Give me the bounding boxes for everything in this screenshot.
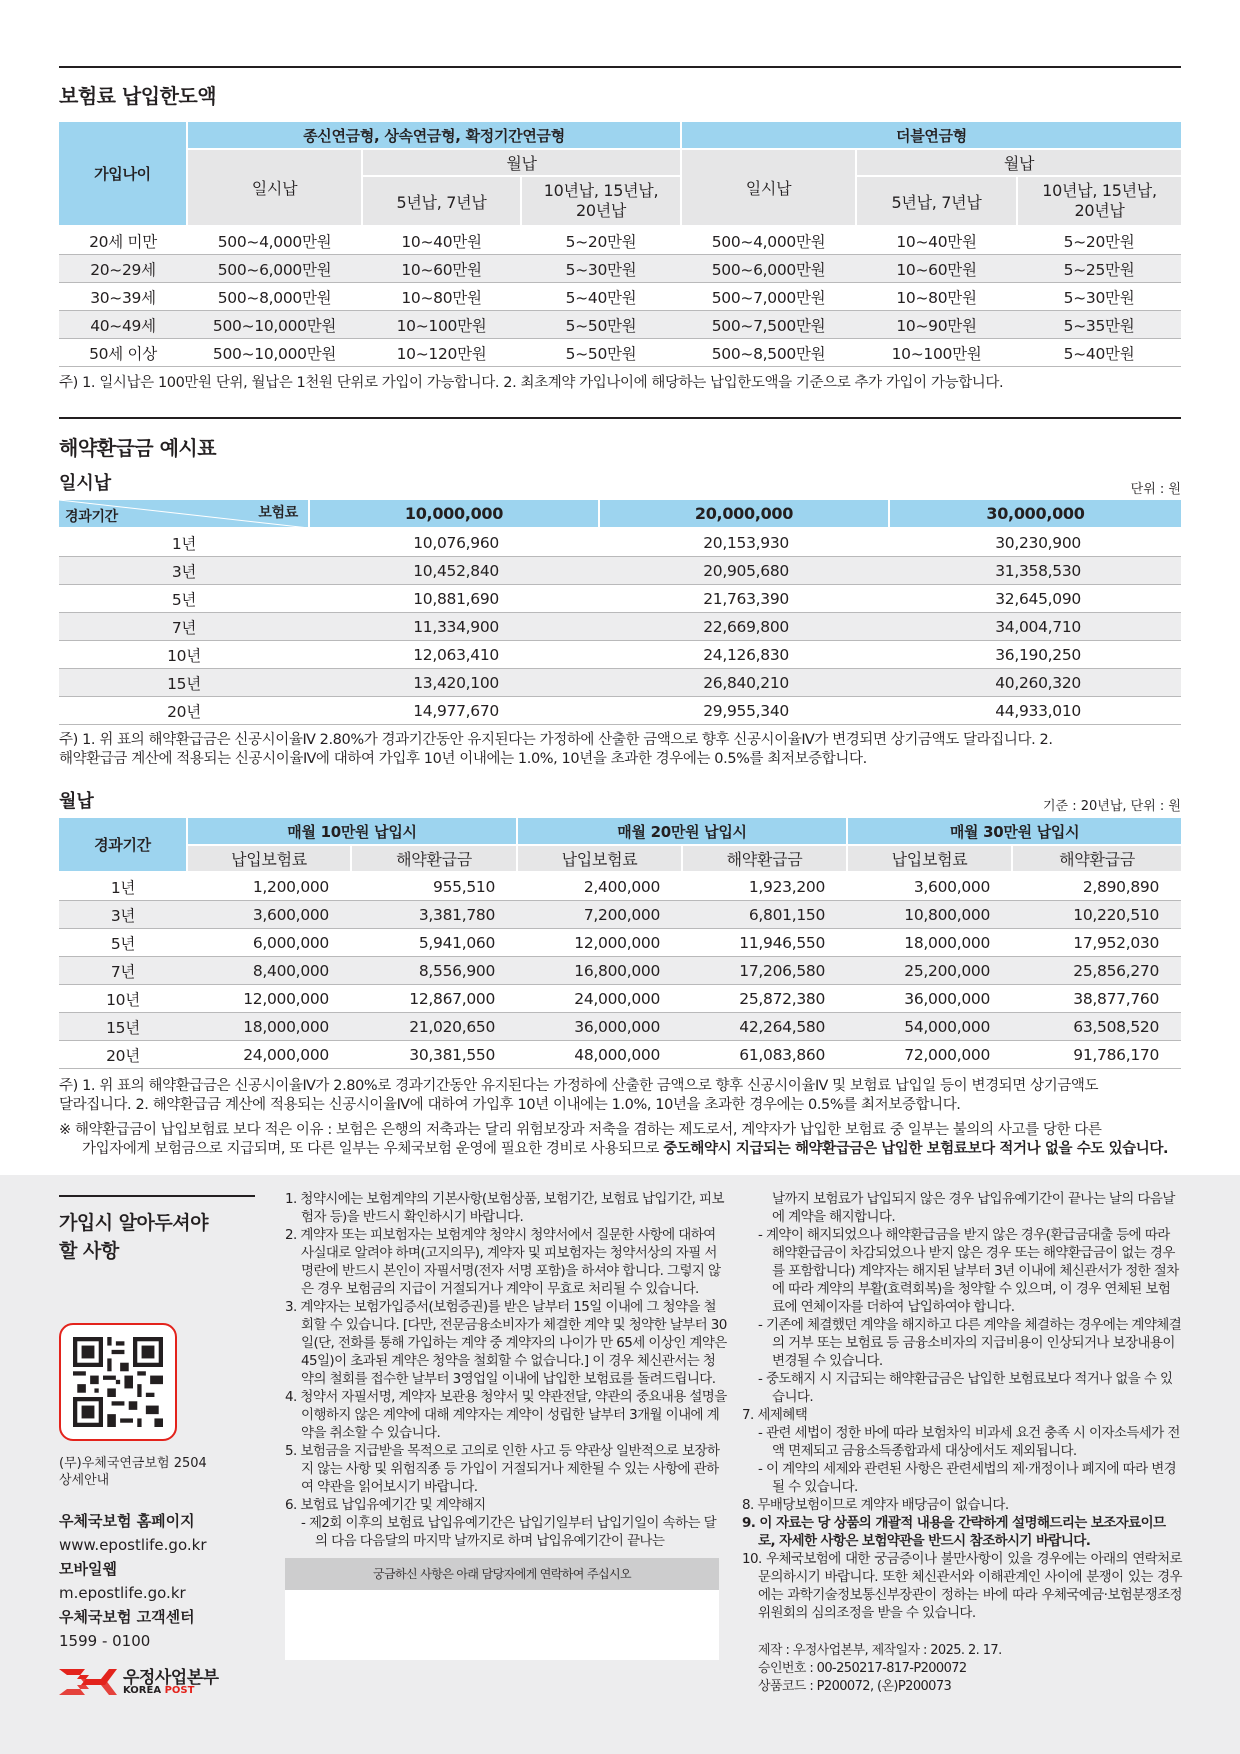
- table-cell: 25,200,000: [847, 957, 1012, 985]
- table-cell: 12,000,000: [517, 929, 682, 957]
- table-cell: 61,083,860: [682, 1041, 847, 1069]
- qr-pattern: [73, 1337, 163, 1427]
- row-label: 20년: [59, 697, 309, 725]
- limit-table: [59, 122, 1181, 367]
- row-label: 5년: [59, 929, 187, 957]
- table-row: [59, 901, 1181, 929]
- table-cell: 11,334,900: [309, 613, 599, 641]
- limit-title: 보험료 납입한도액: [59, 84, 217, 108]
- notice-item: 3. 계약자는 보험가입증서(보험증권)를 받은 날부터 15일 이내에 그 청약을 철회할 수 있습니다. [다만, 전문금융소비자가 체결한 계약 및 청약한 날부터 30일(단, 전화를 통해 가입하는 계약 중 계약자의 나이가 만 65세 이상인 계약은 45일)이 초과된 계약은 청약을 철회할 수 없습니다.] 이 경우 체신관서는 청약의 철회를 접수한 날부터 3영업일 이내에 납입한 보험료를 돌려드립니다.: [285, 1299, 727, 1387]
- table-cell: 10,452,840: [309, 557, 599, 585]
- table-cell: 30,381,550: [351, 1041, 517, 1069]
- table-cell: 29,955,340: [599, 697, 889, 725]
- age-header: 가입나이: [59, 122, 187, 226]
- table-cell: 32,645,090: [889, 585, 1181, 613]
- table-cell: 31,358,530: [889, 557, 1181, 585]
- monthly-header: 월납: [362, 149, 681, 176]
- monthly-title: 월납: [59, 791, 94, 812]
- notice-item: 2. 계약자 또는 피보험자는 보험계약 청약시 청약서에서 질문한 사항에 대하여 사실대로 알려야 하며(고지의무), 계약자 및 피보험자는 청약서상의 자필 서명란에 반드시 본인이 자필서명(전자 서명 포함)을 하셔야 합니다. 그렇지 않은 경우 보험금의 지급이 거절되거나 계약이 무효로 처리될 수 있습니다.: [285, 1227, 721, 1297]
- table-cell: 500~10,000만원: [187, 311, 362, 339]
- table-cell: 500~6,000만원: [187, 255, 362, 283]
- period-header: 경과기간: [59, 818, 187, 872]
- mobile-link[interactable]: m.epostlife.go.kr: [59, 1584, 186, 1602]
- table-cell: 10~60만원: [362, 255, 521, 283]
- row-label: 1년: [59, 872, 187, 901]
- table-cell: 5~40만원: [1017, 339, 1181, 367]
- row-label: 1년: [59, 528, 309, 557]
- notice-item: 10. 우체국보험에 대한 궁금증이나 불만사항이 있을 경우에는 아래의 연락처로 문의하시기 바랍니다. 또한 체신관서와 이해관계인 사이에 분쟁이 있는 경우에는 과학기술정보통신부장관이 정하는 바에 따라 우체국예금·보험분쟁조정위원회의 심의조정을 받을 수 있습니다.: [742, 1551, 1182, 1621]
- table-cell: 10~90만원: [856, 311, 1017, 339]
- table-cell: 10,800,000: [847, 901, 1012, 929]
- table-cell: 36,190,250: [889, 641, 1181, 669]
- table-row: [59, 283, 1181, 311]
- table-cell: 40,260,320: [889, 669, 1181, 697]
- korea-post-logo: [59, 1663, 255, 1703]
- table-cell: 5~50만원: [521, 339, 681, 367]
- table-row: [59, 311, 1181, 339]
- table-cell: 30,230,900: [889, 528, 1181, 557]
- table-cell: 10~60만원: [856, 255, 1017, 283]
- group-header: 매월 30만원 납입시: [847, 818, 1181, 845]
- notice-cont: 날까지 보험료가 납입되지 않은 경우 납입유예기간이 끝나는 날의 다음날에 계약을 해지합니다.: [772, 1191, 1175, 1225]
- group-header: 매월 20만원 납입시: [517, 818, 847, 845]
- table-cell: 10~80만원: [856, 283, 1017, 311]
- table-row: [59, 339, 1181, 367]
- qr-caption: (무)우체국연금보험 2504 상세안내: [59, 1456, 207, 1488]
- table-cell: 10,076,960: [309, 528, 599, 557]
- table-cell: 20,153,930: [599, 528, 889, 557]
- table-cell: 22,669,800: [599, 613, 889, 641]
- cs-phone[interactable]: 1599 - 0100: [59, 1632, 151, 1650]
- home-label: 우체국보험 홈페이지: [59, 1512, 195, 1530]
- lump-unit: 단위 : 원: [1130, 482, 1181, 497]
- table-cell: 8,400,000: [187, 957, 351, 985]
- table-cell: 18,000,000: [187, 1013, 351, 1041]
- home-link[interactable]: www.epostlife.go.kr: [59, 1536, 207, 1554]
- table-cell: 36,000,000: [517, 1013, 682, 1041]
- lump-col-header: 20,000,000: [599, 500, 889, 528]
- logo-text-en: KOREA POST: [123, 1685, 195, 1696]
- table-row: [59, 929, 1181, 957]
- table-cell: 44,933,010: [889, 697, 1181, 725]
- lump-title: 일시납: [59, 473, 112, 494]
- table-cell: 10~100만원: [856, 339, 1017, 367]
- table-cell: 5~20만원: [521, 226, 681, 255]
- table-cell: 7,200,000: [517, 901, 682, 929]
- row-label: 20년: [59, 1041, 187, 1069]
- table-cell: 10~100만원: [362, 311, 521, 339]
- korea-post-logo-icon: [59, 1665, 117, 1699]
- table-row: [59, 669, 1181, 697]
- table-cell: 500~8,000만원: [187, 283, 362, 311]
- lump-note: 주) 1. 위 표의 해약환급금은 신공시이율Ⅳ 2.80%가 경과기간동안 유지된다는 가정하에 산출한 금액으로 향후 신공시이율Ⅳ가 변경되면 상기금액도 달라집니다. 2. 해약환급금 계산에 적용되는 신공시이율Ⅳ에 대하여 가입후 10년 이내에는 1.0%, 10년을 초과한 경우에는 0.5%를 최저보증합니다.: [59, 732, 1053, 767]
- table-cell: 11,946,550: [682, 929, 847, 957]
- table-cell: 13,420,100: [309, 669, 599, 697]
- table-cell: 12,063,410: [309, 641, 599, 669]
- refund-header: 해약환급금: [351, 845, 517, 872]
- table-cell: 2,890,890: [1012, 872, 1181, 901]
- table-cell: 5~25만원: [1017, 255, 1181, 283]
- table-cell: 54,000,000: [847, 1013, 1012, 1041]
- notice-sub: - 관련 세법이 정한 바에 따라 보험차익 비과세 요건 충족 시 이자소득세가 전액 면제되고 금융소득종합과세 대상에서도 제외됩니다.: [758, 1425, 1180, 1459]
- table-cell: 24,000,000: [187, 1041, 351, 1069]
- paid-header: 납입보험료: [187, 845, 351, 872]
- footer-rule: [59, 1195, 255, 1197]
- contact-box: [285, 1590, 719, 1660]
- row-label: 20세 미만: [59, 226, 187, 255]
- table-cell: 1,200,000: [187, 872, 351, 901]
- refund-header: 해약환급금: [1012, 845, 1181, 872]
- table-cell: 21,763,390: [599, 585, 889, 613]
- table-cell: 955,510: [351, 872, 517, 901]
- table-cell: 48,000,000: [517, 1041, 682, 1069]
- table-cell: 500~7,000만원: [681, 283, 856, 311]
- table-cell: 5~20만원: [1017, 226, 1181, 255]
- notice-column-2: [742, 1190, 1182, 1696]
- table-cell: 5~35만원: [1017, 311, 1181, 339]
- notice-sub: - 이 계약의 세제와 관련된 사항은 관련세법의 제·개정이나 폐지에 따라 변경될 수 있습니다.: [758, 1461, 1177, 1495]
- m2-header: 10년납, 15년납, 20년납: [521, 176, 681, 226]
- table-cell: 500~4,000만원: [681, 226, 856, 255]
- table-cell: 12,867,000: [351, 985, 517, 1013]
- table-cell: 10~40만원: [362, 226, 521, 255]
- lump-col-header: 10,000,000: [309, 500, 599, 528]
- table-row: [59, 226, 1181, 255]
- lump-table: [59, 500, 1181, 725]
- table-row: [59, 557, 1181, 585]
- table-cell: 500~7,500만원: [681, 311, 856, 339]
- table-cell: 10,881,690: [309, 585, 599, 613]
- diag-top: 보험료: [258, 505, 298, 521]
- table-cell: 91,786,170: [1012, 1041, 1181, 1069]
- table-cell: 26,840,210: [599, 669, 889, 697]
- footer-left: [59, 1195, 255, 1703]
- table-cell: 12,000,000: [187, 985, 351, 1013]
- table-cell: 5~50만원: [521, 311, 681, 339]
- notice-item: 8. 무배당보험이므로 계약자 배당금이 없습니다.: [742, 1497, 1009, 1513]
- table-cell: 10,220,510: [1012, 901, 1181, 929]
- row-label: 30~39세: [59, 283, 187, 311]
- table-cell: 24,000,000: [517, 985, 682, 1013]
- table-row: [59, 1013, 1181, 1041]
- table-cell: 21,020,650: [351, 1013, 517, 1041]
- row-label: 40~49세: [59, 311, 187, 339]
- table-row: [59, 957, 1181, 985]
- table-cell: 5~30만원: [1017, 283, 1181, 311]
- row-label: 15년: [59, 669, 309, 697]
- table-cell: 17,206,580: [682, 957, 847, 985]
- table-cell: 16,800,000: [517, 957, 682, 985]
- monthly-unit: 기준 : 20년납, 단위 : 원: [1042, 799, 1181, 814]
- lump-header: 일시납: [187, 149, 362, 226]
- table-cell: 500~4,000만원: [187, 226, 362, 255]
- group-header: 매월 10만원 납입시: [187, 818, 517, 845]
- table-row: [59, 872, 1181, 901]
- table-cell: 38,877,760: [1012, 985, 1181, 1013]
- table-cell: 3,600,000: [187, 901, 351, 929]
- table-row: [59, 585, 1181, 613]
- footer-title: 가입시 알아두셔야 할 사항: [59, 1212, 208, 1262]
- notice-item: 4. 청약서 자필서명, 계약자 보관용 청약서 및 약관전달, 약관의 중요내용 설명을 이행하지 않은 계약에 대해 계약자는 계약이 성립한 날부터 3개월 이내에 계약을 취소할 수 있습니다.: [285, 1389, 727, 1441]
- table-cell: 25,872,380: [682, 985, 847, 1013]
- table-cell: 10~40만원: [856, 226, 1017, 255]
- paid-header: 납입보험료: [517, 845, 682, 872]
- table-row: [59, 641, 1181, 669]
- notice-sub: - 계약이 해지되었으나 해약환급금을 받지 않은 경우(환급금대출 등에 따라 해약환급금이 차감되었으나 받지 않은 경우 또는 해약환급금이 없는 경우를 포함합니다) 계약자는 해지된 날부터 3년 이내에 체신관서가 정한 절차에 따라 계약의 부활(효력회복)을 청약할 수 있으며, 이 경우 연체된 보험료에 연체이자를 더하여 납입하여야 합니다.: [758, 1227, 1179, 1315]
- row-label: 15년: [59, 1013, 187, 1041]
- monthly-table: [59, 818, 1181, 1069]
- qr-code-icon[interactable]: [59, 1323, 177, 1441]
- notice-item: 5. 보험금을 지급받을 목적으로 고의로 인한 사고 등 약관상 일반적으로 보장하지 않는 사항 및 위험직종 등 가입이 거절되거나 제한될 수 있는 사항에 관하여 약관을 읽어보시기 바랍니다.: [285, 1443, 720, 1495]
- row-label: 7년: [59, 613, 309, 641]
- notice-item-bold: 9. 이 자료는 당 상품의 개괄적 내용을 간략하게 설명해드리는 보조자료이므로, 자세한 사항은 보험약관을 반드시 참조하시기 바랍니다.: [742, 1515, 1166, 1549]
- lump-col-header: 30,000,000: [889, 500, 1181, 528]
- table-row: [59, 613, 1181, 641]
- table-cell: 18,000,000: [847, 929, 1012, 957]
- row-label: 7년: [59, 957, 187, 985]
- table-cell: 42,264,580: [682, 1013, 847, 1041]
- row-label: 20~29세: [59, 255, 187, 283]
- monthly-note: 주) 1. 위 표의 해약환급금은 신공시이율Ⅳ가 2.80%로 경과기간동안 유지된다는 가정하에 산출한 금액으로 향후 신공시이율Ⅳ 및 보험료 납입일 등이 변경되면 상기금액도 달라집니다. 2. 해약환급금 계산에 적용되는 신공시이율Ⅳ에 대하여 가입후 10년 이내에는 1.0%, 10년을 초과한 경우에는 0.5%를 최저보증합니다.: [59, 1078, 1099, 1113]
- table-cell: 72,000,000: [847, 1041, 1012, 1069]
- table-cell: 63,508,520: [1012, 1013, 1181, 1041]
- table-cell: 500~6,000만원: [681, 255, 856, 283]
- lump-header: 일시납: [681, 149, 856, 226]
- m1-header: 5년납, 7년납: [856, 176, 1017, 226]
- table-cell: 500~10,000만원: [187, 339, 362, 367]
- table-cell: 5~40만원: [521, 283, 681, 311]
- notice-item: 1. 청약시에는 보험계약의 기본사항(보험상품, 보험기간, 보험료 납입기간, 피보험자 등)을 반드시 확인하시기 바랍니다.: [285, 1191, 724, 1225]
- table-cell: 24,126,830: [599, 641, 889, 669]
- monthly-header: 월납: [856, 149, 1181, 176]
- notice-column-1: [285, 1190, 727, 1660]
- table-cell: 10~120만원: [362, 339, 521, 367]
- refund-title: 해약환급금 예시표: [59, 436, 217, 460]
- table-cell: 10~80만원: [362, 283, 521, 311]
- table-cell: 14,977,670: [309, 697, 599, 725]
- contact-info: [59, 1509, 255, 1653]
- table-row: [59, 1041, 1181, 1069]
- row-label: 10년: [59, 985, 187, 1013]
- table-cell: 500~8,500만원: [681, 339, 856, 367]
- row-label: 5년: [59, 585, 309, 613]
- table-cell: 17,952,030: [1012, 929, 1181, 957]
- m2-header: 10년납, 15년납, 20년납: [1017, 176, 1181, 226]
- warning-note: ※ 해약환급금이 납입보험료 보다 적은 이유 : 보험은 은행의 저축과는 달리 위험보장과 저축을 겸하는 제도로서, 계약자가 납입한 보험료 중 일부는 불의의 사고를 당한 다른 가입자에게 보험금으로 지급되며, 또 다른 일부는 우체국보험 운영에 필요한 경비로 사용되므로 중도해약시 지급되는 해약환급금은 납입한 보험료보다 적거나 없을 수도 있습니다.: [59, 1122, 1169, 1157]
- table-cell: 5~30만원: [521, 255, 681, 283]
- table-cell: 6,801,150: [682, 901, 847, 929]
- table-cell: 20,905,680: [599, 557, 889, 585]
- section-rule: [59, 66, 1181, 68]
- table-cell: 3,381,780: [351, 901, 517, 929]
- notice-sub: - 기존에 체결했던 계약을 해지하고 다른 계약을 체결하는 경우에는 계약체결의 거부 또는 보험료 등 금융소비자의 지급비용이 인상되거나 보장내용이 변경될 수 있습니다.: [758, 1317, 1182, 1369]
- notice-sub: - 중도해지 시 지급되는 해약환급금은 납입한 보험료보다 적거나 없을 수 있습니다.: [758, 1371, 1173, 1405]
- refund-header: 해약환급금: [682, 845, 847, 872]
- logo-text-ko: 우정사업본부: [123, 1668, 219, 1688]
- table-row: [59, 255, 1181, 283]
- paid-header: 납입보험료: [847, 845, 1012, 872]
- notice-sub: - 제2회 이후의 보험료 납입유예기간은 납입기일부터 납입기일이 속하는 달의 다음 다음달의 마지막 날까지로 하며 납입유예기간이 끝나는: [301, 1515, 717, 1549]
- row-label: 50세 이상: [59, 339, 187, 367]
- table-cell: 36,000,000: [847, 985, 1012, 1013]
- table-row: [59, 697, 1181, 725]
- table-cell: 25,856,270: [1012, 957, 1181, 985]
- group2-header: 더블연금형: [681, 122, 1181, 149]
- notice-item: 6. 보험료 납입유예기간 및 계약해지: [285, 1497, 486, 1513]
- table-cell: 6,000,000: [187, 929, 351, 957]
- mobile-label: 모바일웹: [59, 1560, 117, 1578]
- table-cell: 3,600,000: [847, 872, 1012, 901]
- table-cell: 1,923,200: [682, 872, 847, 901]
- table-row: [59, 528, 1181, 557]
- production-info: 제작 : 우정사업본부, 제작일자 : 2025. 2. 17. 승인번호 : 00-250217-817-P200072 상품코드 : P200072, (온)P200073: [758, 1643, 1002, 1694]
- table-cell: 8,556,900: [351, 957, 517, 985]
- contact-box-header: 궁금하신 사항은 아래 담당자에게 연락하여 주십시오: [285, 1558, 719, 1590]
- row-label: 10년: [59, 641, 309, 669]
- table-row: [59, 985, 1181, 1013]
- diag-header: [59, 500, 309, 528]
- table-cell: 5,941,060: [351, 929, 517, 957]
- table-cell: 34,004,710: [889, 613, 1181, 641]
- diag-bottom: 경과기간: [65, 509, 118, 525]
- row-label: 3년: [59, 901, 187, 929]
- m1-header: 5년납, 7년납: [362, 176, 521, 226]
- group1-header: 종신연금형, 상속연금형, 확정기간연금형: [187, 122, 681, 149]
- cs-label: 우체국보험 고객센터: [59, 1608, 195, 1626]
- section-rule: [59, 417, 1181, 419]
- table-cell: 2,400,000: [517, 872, 682, 901]
- row-label: 3년: [59, 557, 309, 585]
- notice-item: 7. 세제혜택: [742, 1407, 808, 1423]
- limit-note: 주) 1. 일시납은 100만원 단위, 월납은 1천원 단위로 가입이 가능합니다. 2. 최초계약 가입나이에 해당하는 납입한도액을 기준으로 추가 가입이 가능합니다.: [59, 375, 1004, 391]
